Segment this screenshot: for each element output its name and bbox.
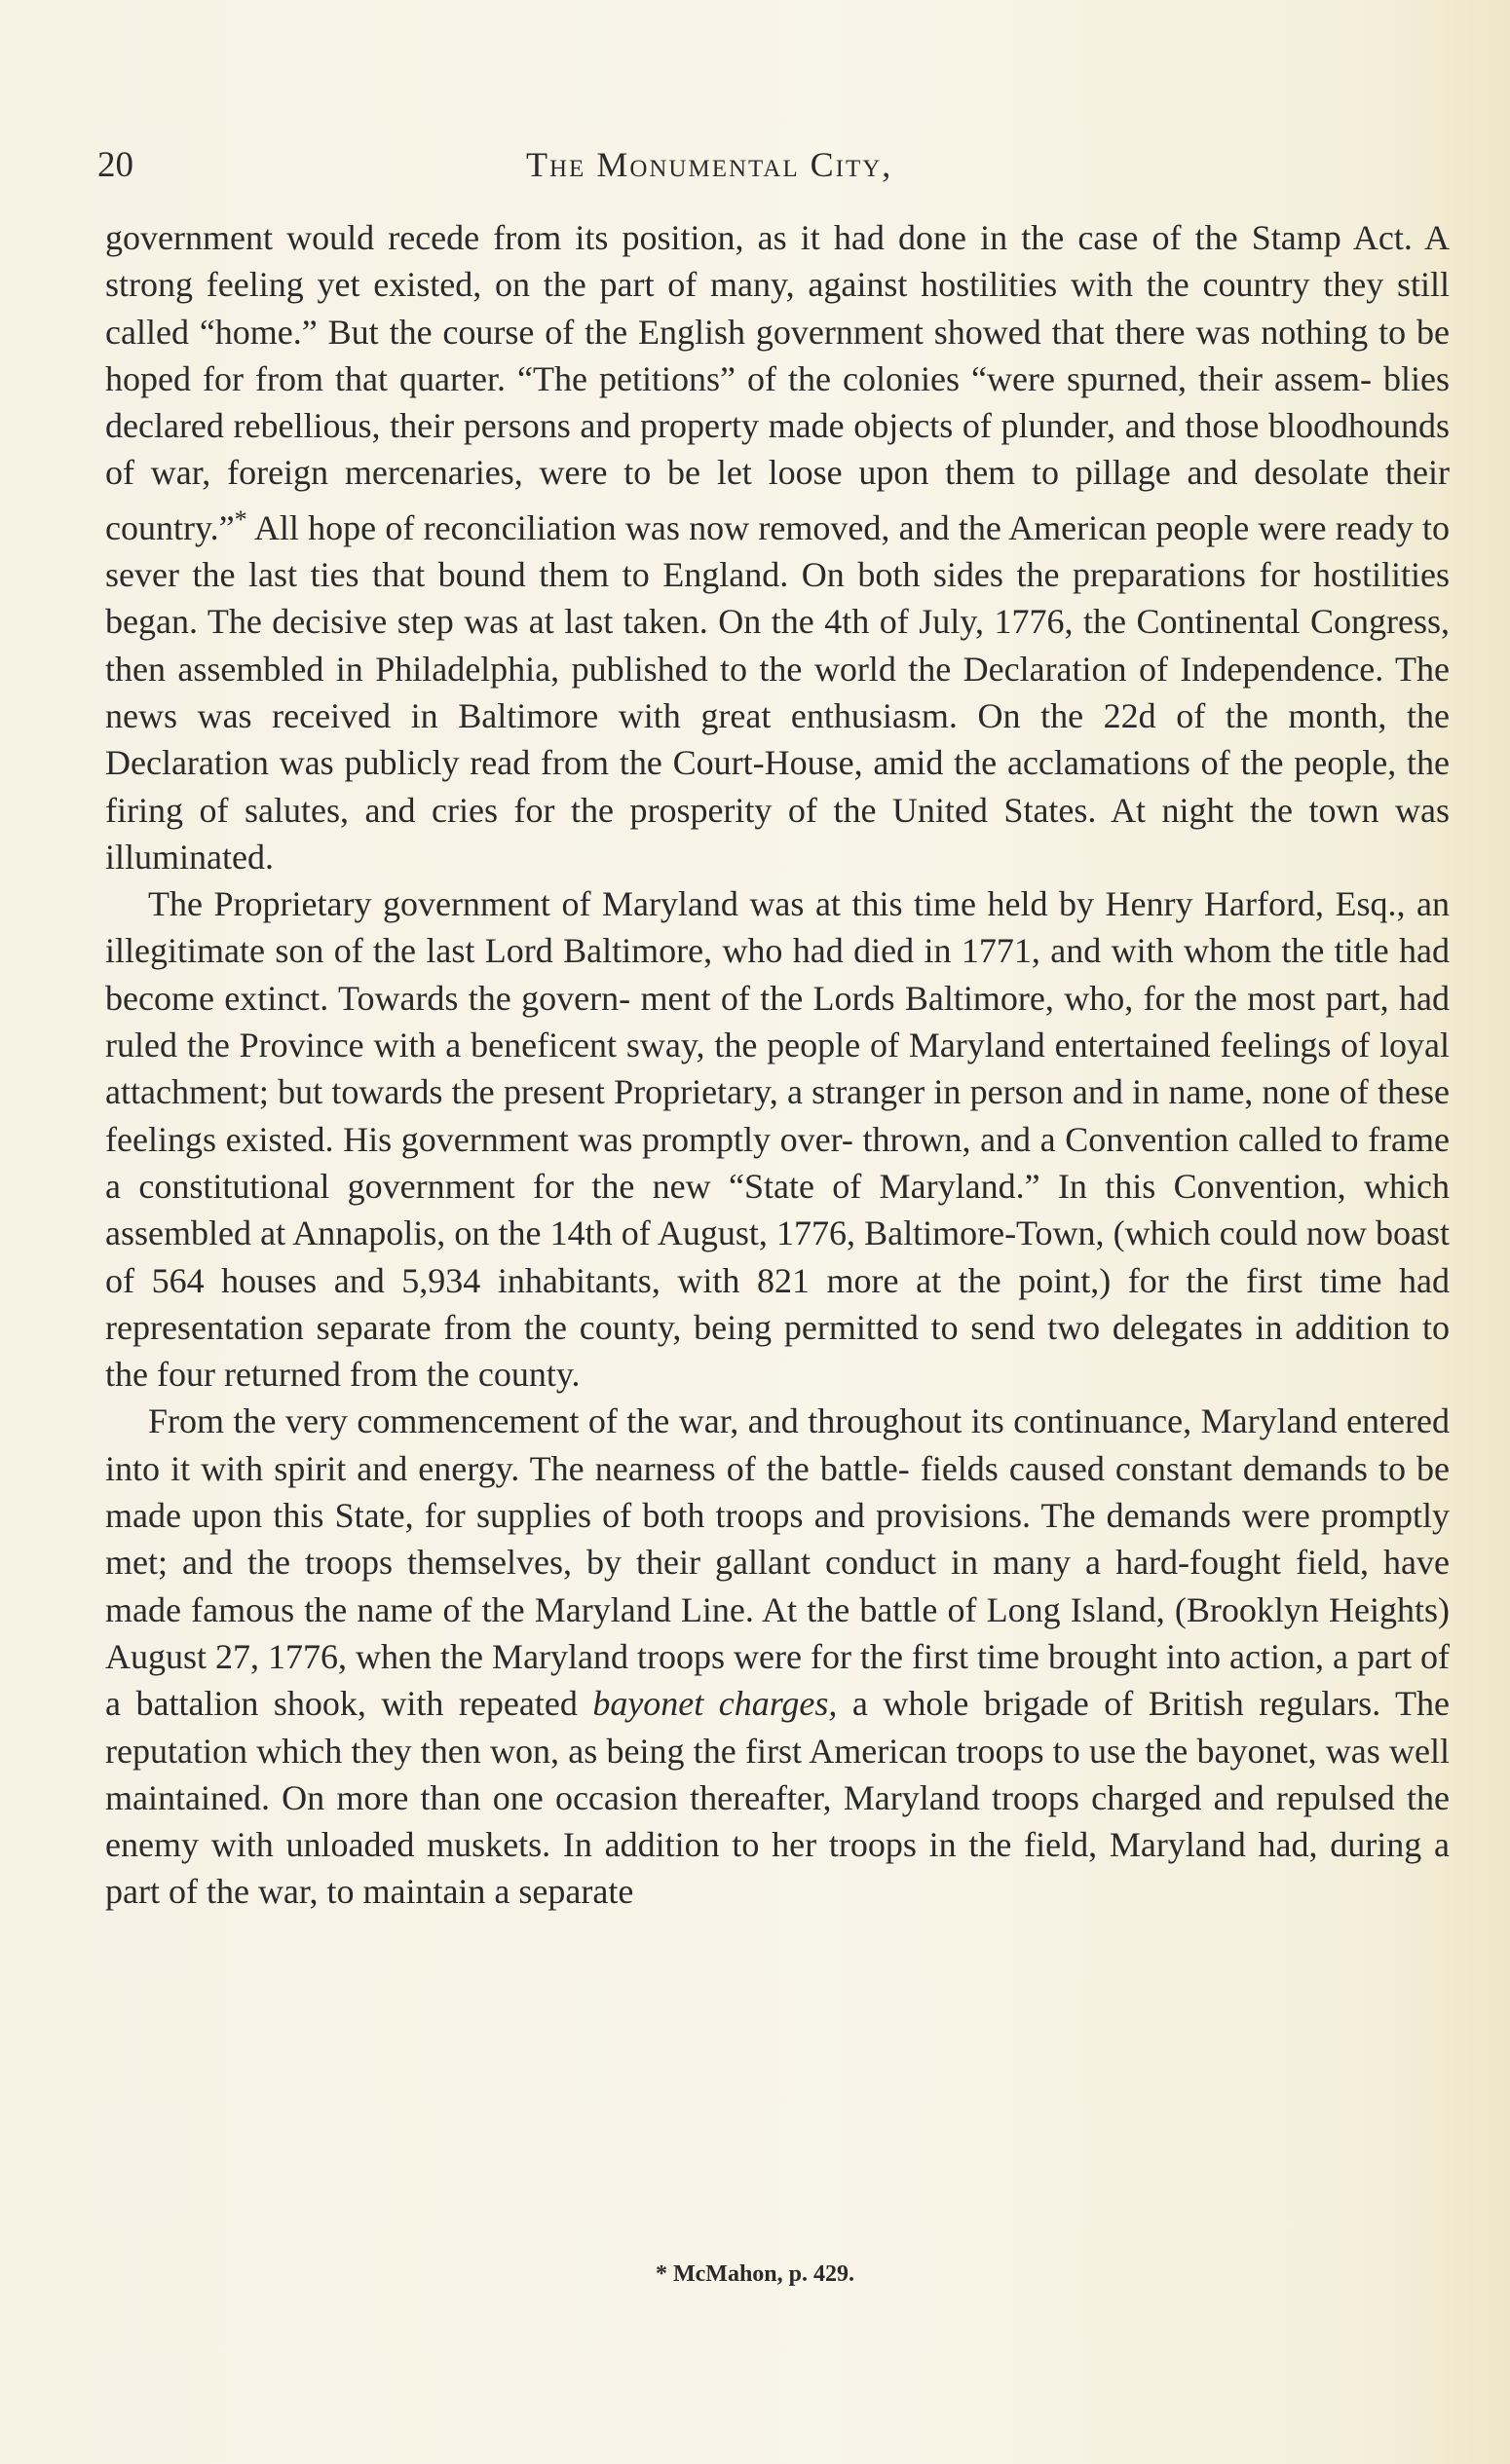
paragraph-3-emphasis: bayonet charges, [592, 1684, 838, 1724]
body-text [105, 214, 1450, 1916]
paragraph-3-text-before-emphasis: From the very commencement of the war, and throughout its continuance, Maryland entered into it with spirit and energy. The nearness of the battle- fields caused constant demands to be made upon this State, for supplies of both troops and provisions. The demands were promptly met; and the troops themselves, by their gallant conduct in many a hard-fought field, have made famous the name of the Maryland Line. At the battle of Long Island, (Brooklyn Heights) August 27, 1776, when the Maryland troops were for the first time brought into action, a part of a battalion shook, with repeated [105, 1401, 1450, 1724]
page-number: 20 [97, 145, 133, 185]
paragraph-3-text-after-emphasis: a whole brigade of British regulars. The reputation which they then won, as being the first American troops to use the bayonet, was well maintained. On more than one occasion thereafter, Maryland troops charged and repulsed the enemy with unloaded muskets. In addition to her troops in the field, Maryland had, during a part of the war, to maintain a separate [105, 1684, 1451, 1912]
footnote-reference-mark: * [234, 504, 247, 534]
paragraph-1-text-before-note: government would recede from its position, as it had done in the case of the Stamp Act. A strong feeling yet existed, on the part of many, against hostilities with the country they still called “home.” But the course of the English government showed that there was nothing to be hoped for from that quarter. “The petitions” of the colonies “were spurned, their assem- blies declared rebellious, their persons and property made objects of plunder, and those bloodhounds of war, foreign mercenaries, were to be let loose upon them to pillage and desolate their country.” [105, 218, 1450, 547]
paragraph-2: The Proprietary government of Maryland was at this time held by Henry Harford, Esq., an illegitimate son of the last Lord Baltimore, who had died in 1771, and with whom the title had become extinct. Towards the govern- ment of the Lords Baltimore, who, for the most part, had ruled the Province with a beneficent sway, the people of Maryland entertained feelings of loyal attachment; but towards the present Proprietary, a stranger in person and in name, none of these feelings existed. His government was promptly over- thrown, and a Convention called to frame a constitutional government for the new “State of Maryland.” In this Convention, which assembled at Annapolis, on the 14th of August, 1776, Baltimore-Town, (which could now boast of 564 houses and 5,934 inhabitants, with 821 more at the point,) for the first time had representation separate from the county, being permitted to send two delegates in addition to the four returned from the county. [105, 884, 1450, 1395]
paragraph-3 [105, 1398, 1450, 1915]
paragraph-1 [105, 214, 1450, 880]
footnote: * McMahon, p. 429. [656, 2261, 854, 2287]
page-header [97, 144, 1452, 193]
running-title: The Monumental City, [526, 145, 893, 184]
paragraph-1-text-after-note: All hope of reconciliation was now removed, and the American people were ready to sever the last ties that bound them to England. On both sides the preparations for hostilities began. The decisive step was at last taken. On the 4th of July, 1776, the Continental Congress, then assembled in Philadelphia, published to the world the Declaration of Independence. The news was received in Baltimore with great enthusiasm. On the 22d of the month, the Declaration was publicly read from the Court-House, amid the acclamations of the people, the firing of salutes, and cries for the prosperity of the United States. At night the town was illuminated. [105, 507, 1450, 877]
